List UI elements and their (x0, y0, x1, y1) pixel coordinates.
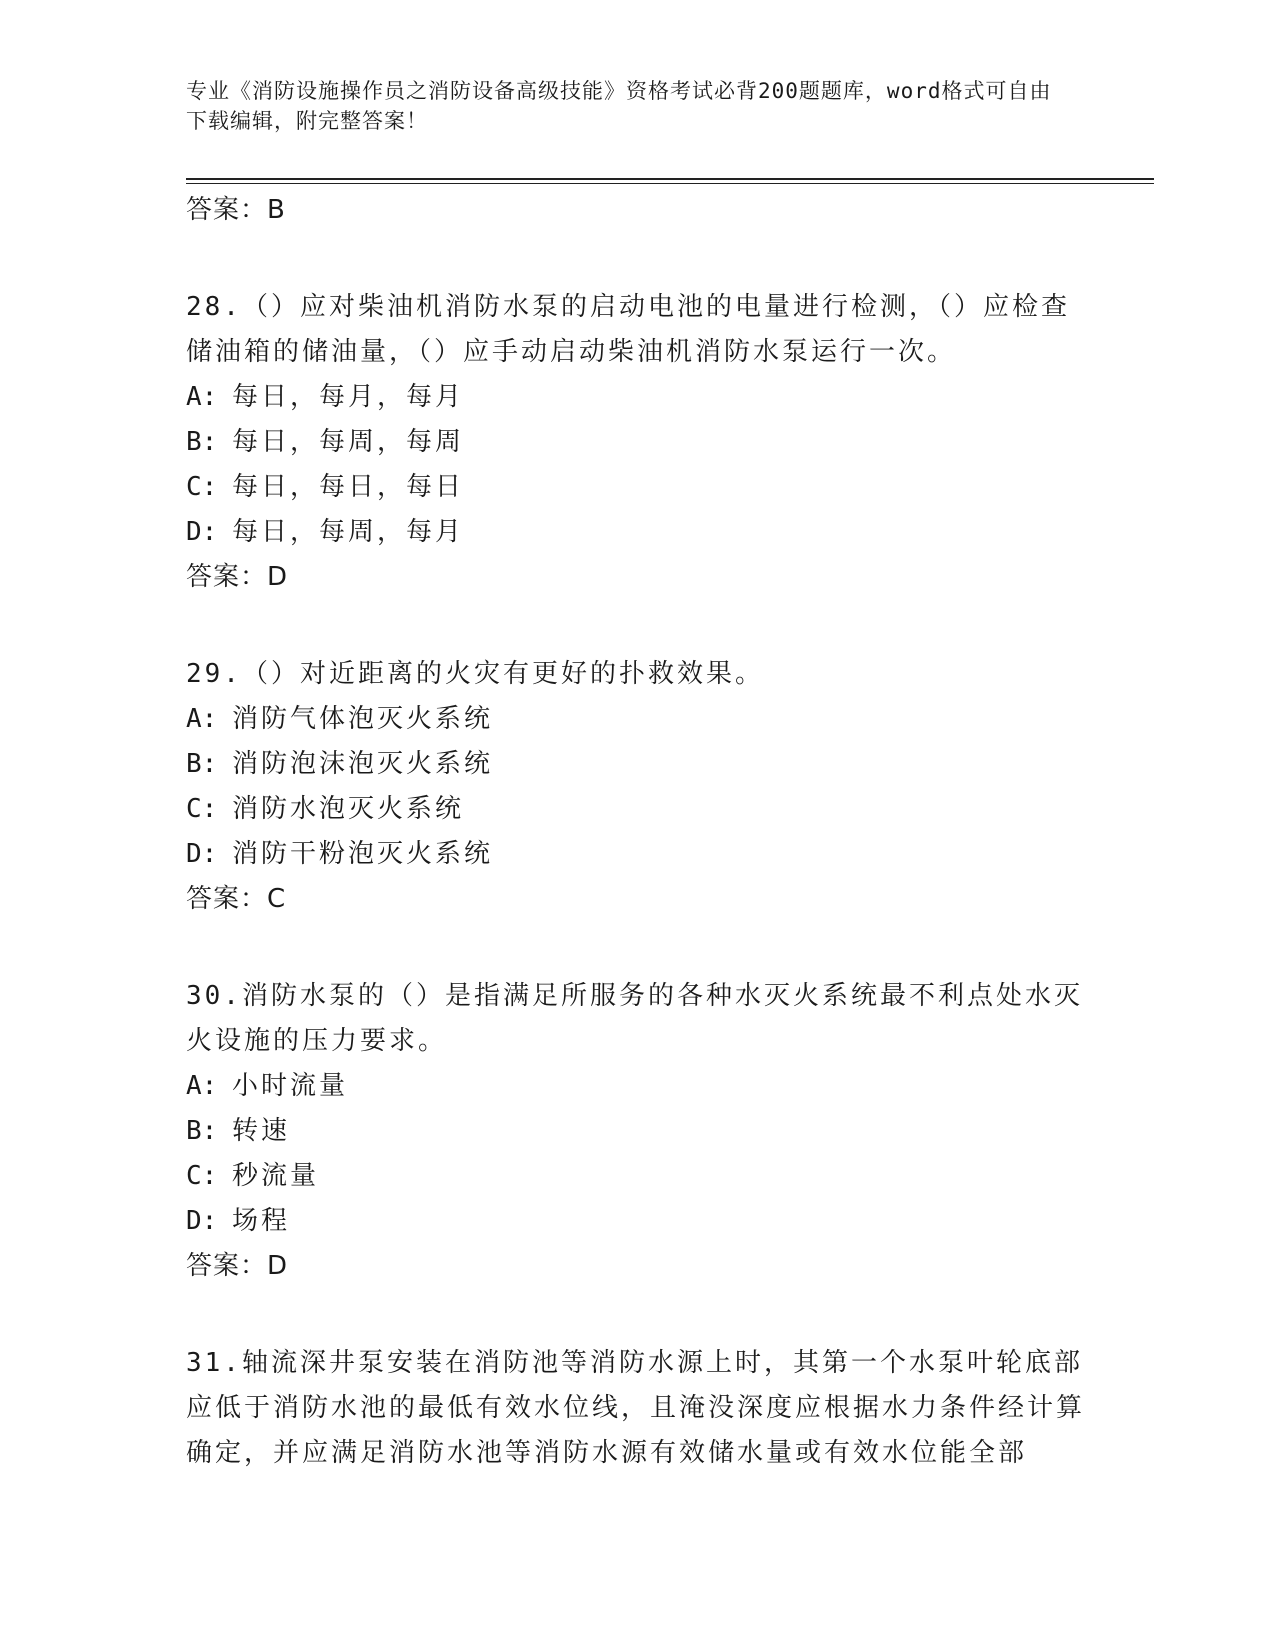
question-stem: 30.消防水泵的（）是指满足所服务的各种水灭火系统最不利点处水灭火设施的压力要求。 (186, 981, 1083, 1056)
option-text: 消防气体泡灭火系统 (232, 704, 494, 734)
option-a (186, 697, 1086, 742)
option-b (186, 742, 1086, 787)
option-d (186, 832, 1086, 877)
option-key: B: (186, 1116, 218, 1146)
option-a (186, 1064, 1086, 1109)
option-key: A: (186, 382, 218, 412)
option-key: D: (186, 839, 218, 869)
header-divider-thick (186, 178, 1154, 180)
option-text: 转速 (232, 1116, 291, 1146)
question-29 (186, 652, 1086, 922)
option-key: B: (186, 749, 218, 779)
option-a (186, 375, 1086, 420)
option-key: A: (186, 704, 218, 734)
option-text: 每日，每周，每月 (232, 517, 465, 547)
option-d (186, 510, 1086, 555)
option-c (186, 1154, 1086, 1199)
option-key: C: (186, 472, 218, 502)
option-text: 场程 (232, 1206, 291, 1236)
question-stem: 31.轴流深井泵安装在消防池等消防水源上时，其第一个水泵叶轮底部应低于消防水池的最低有效水位线，且淹没深度应根据水力条件经计算确定，并应满足消防水池等消防水源有效储水量或有效水位能全部 (186, 1348, 1086, 1468)
option-text: 每日，每周，每周 (232, 427, 465, 457)
option-text: 小时流量 (232, 1071, 349, 1101)
document-header: 专业《消防设施操作员之消防设备高级技能》资格考试必背200题题库，word格式可自由下载编辑，附完整答案！ (186, 79, 1052, 133)
question-answer: 答案：D (186, 562, 289, 592)
question-answer: 答案：C (186, 884, 287, 914)
option-text: 每日，每月，每月 (232, 382, 465, 412)
header-divider-thin (186, 183, 1154, 184)
previous-question-answer: 答案：B (186, 195, 286, 225)
option-key: C: (186, 1161, 218, 1191)
option-key: C: (186, 794, 218, 824)
option-b (186, 1109, 1086, 1154)
option-text: 消防干粉泡灭火系统 (232, 839, 494, 869)
option-text: 秒流量 (232, 1161, 320, 1191)
question-28 (186, 285, 1086, 600)
option-key: B: (186, 427, 218, 457)
option-c (186, 787, 1086, 832)
option-d (186, 1199, 1086, 1244)
option-text: 消防泡沫泡灭火系统 (232, 749, 494, 779)
question-answer: 答案：D (186, 1251, 289, 1281)
question-stem: 28.（）应对柴油机消防水泵的启动电池的电量进行检测，（）应检查储油箱的储油量，（）应手动启动柴油机消防水泵运行一次。 (186, 292, 1070, 367)
question-list (186, 188, 1086, 1476)
option-text: 每日，每日，每日 (232, 472, 465, 502)
option-text: 消防水泡灭火系统 (232, 794, 465, 824)
option-key: D: (186, 517, 218, 547)
question-30 (186, 974, 1086, 1289)
question-31 (186, 1341, 1086, 1476)
option-c (186, 465, 1086, 510)
option-key: D: (186, 1206, 218, 1236)
option-b (186, 420, 1086, 465)
option-key: A: (186, 1071, 218, 1101)
question-stem: 29.（）对近距离的火灾有更好的扑救效果。 (186, 659, 764, 689)
